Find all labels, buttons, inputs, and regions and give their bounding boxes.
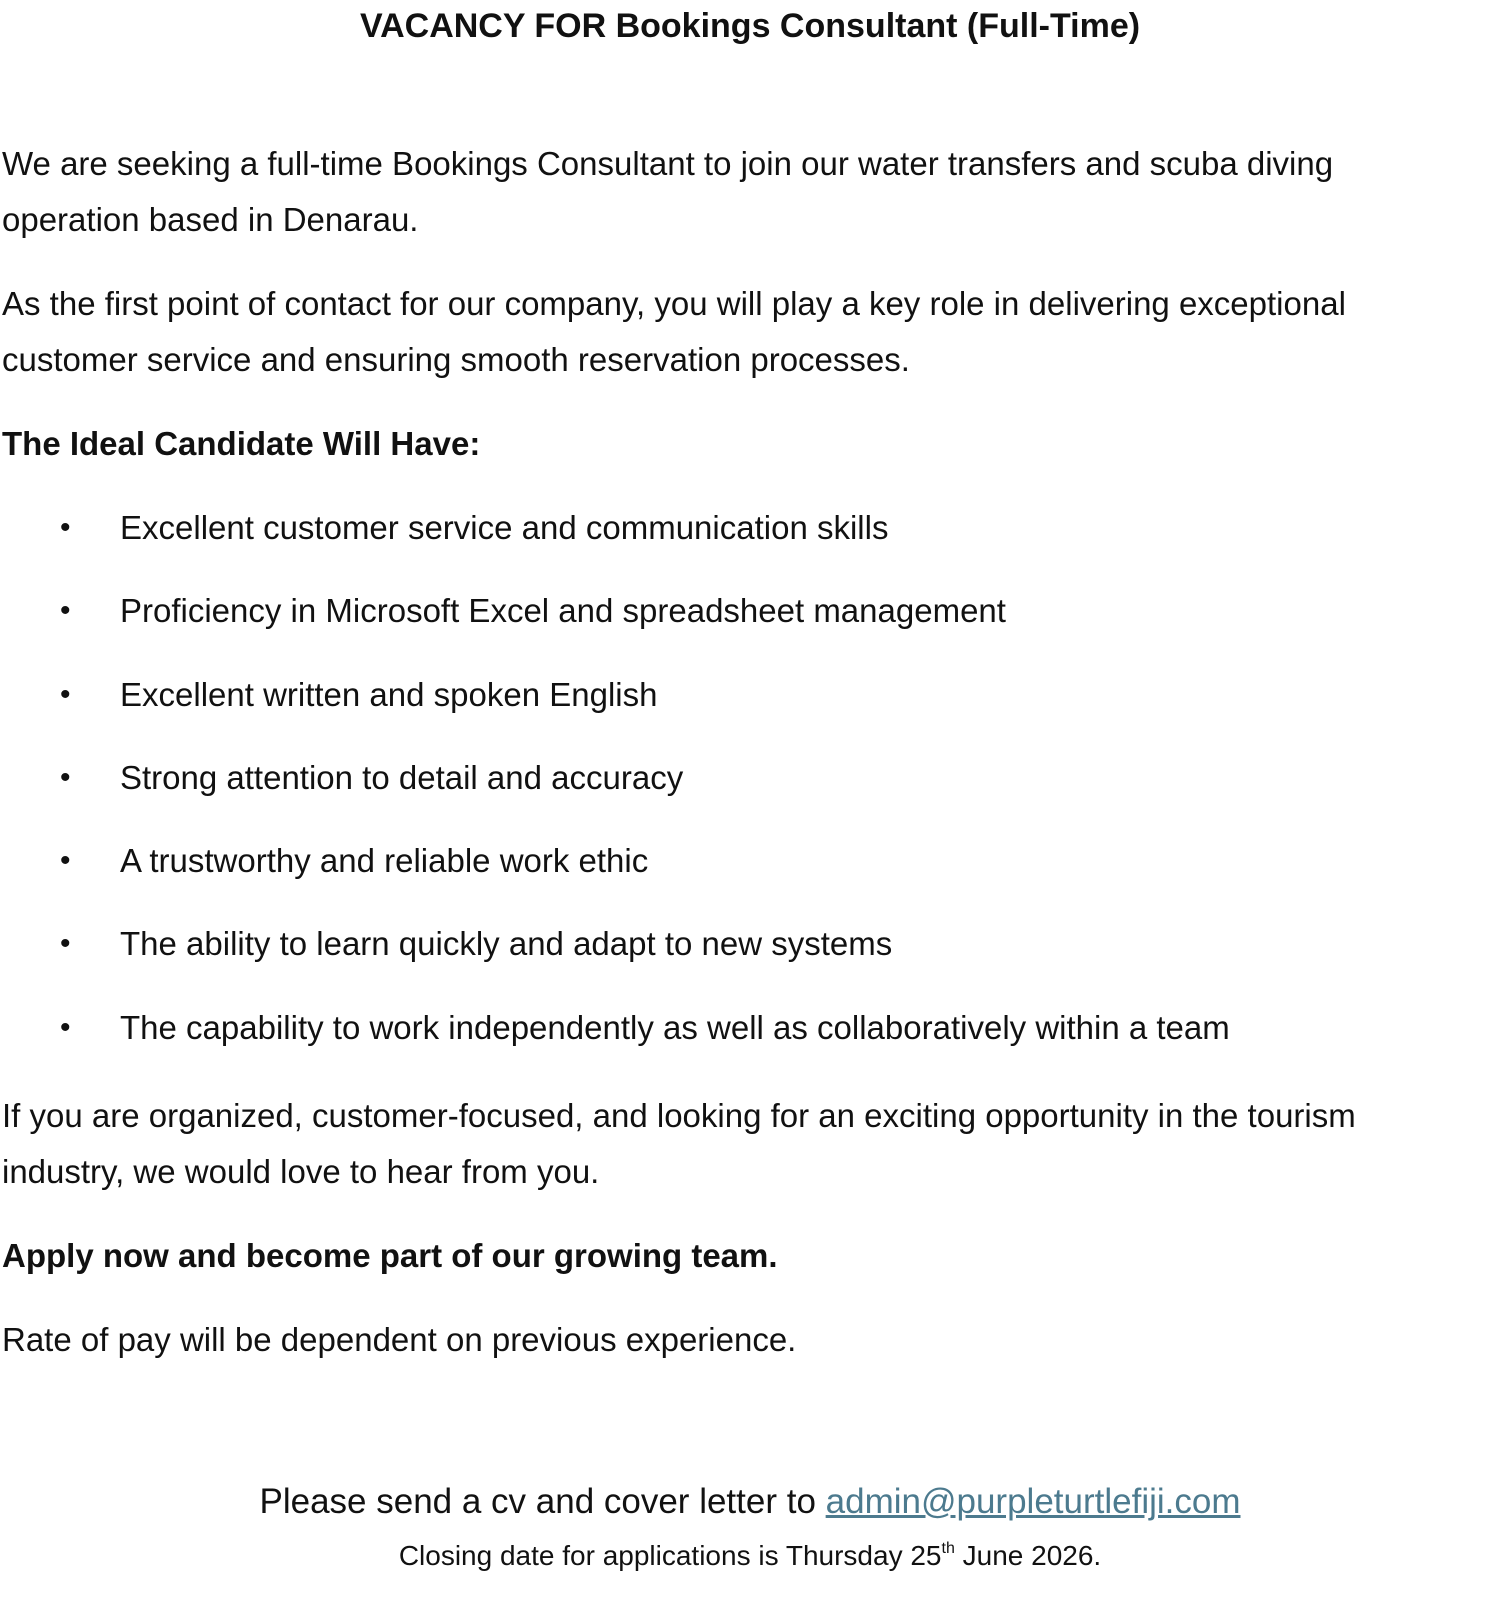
closing-pitch-paragraph: If you are organized, customer-focused, and looking for an exciting opportunity in the tourism industry, we would love to hear from you. [2,1097,1356,1190]
list-item [0,1000,1500,1083]
list-item [0,916,1500,999]
call-to-action: Apply now and become part of our growing team. [2,1237,778,1274]
bullet-icon: • [60,511,71,544]
page-title: VACANCY FOR Bookings Consultant (Full-Time) [359,7,1141,45]
list-item [0,500,1500,583]
requirement-text: Strong attention to detail and accuracy [120,758,684,796]
bullet-icon: • [60,844,71,878]
bullet-icon: • [60,594,71,628]
bullet-icon: • [60,677,71,711]
bullet-icon: • [60,927,71,961]
requirement-text: Excellent customer service and communication skills [120,509,889,546]
requirement-text: Excellent written and spoken English [120,675,658,713]
ordinal-suffix: th [941,1540,955,1557]
requirements-list [0,500,1500,1083]
role-description-paragraph: As the first point of contact for our company, you will play a key role in delivering exceptional customer service and ensuring smooth reservation processes. [2,285,1346,378]
intro-paragraph: We are seeking a full-time Bookings Consultant to join our water transfers and scuba diving operation based in Denarau. [2,145,1334,238]
list-item [0,667,1500,750]
requirement-text: A trustworthy and reliable work ethic [120,842,649,880]
pay-note: Rate of pay will be dependent on previous experience. [2,1321,797,1358]
requirement-text: The ability to learn quickly and adapt to new systems [120,925,893,963]
list-item [0,750,1500,833]
email-link[interactable]: admin@purpleturtlefiji.com [825,1482,1241,1521]
requirements-heading: The Ideal Candidate Will Have: [2,425,481,462]
list-item [0,833,1500,916]
contact-prefix: Please send a cv and cover letter to [259,1482,826,1521]
closing-date-rest: June 2026. [954,1540,1102,1571]
bullet-icon: • [60,760,71,794]
list-item [0,583,1500,666]
closing-date-line [0,1534,1500,1578]
contact-line [0,1476,1500,1528]
requirement-text: Proficiency in Microsoft Excel and spreadsheet management [120,592,1006,630]
closing-date-prefix: Closing date for applications is Thursday 25 [398,1540,942,1571]
requirement-text: The capability to work independently as well as collaboratively within a team [120,1008,1230,1046]
bullet-icon: • [60,1010,71,1044]
